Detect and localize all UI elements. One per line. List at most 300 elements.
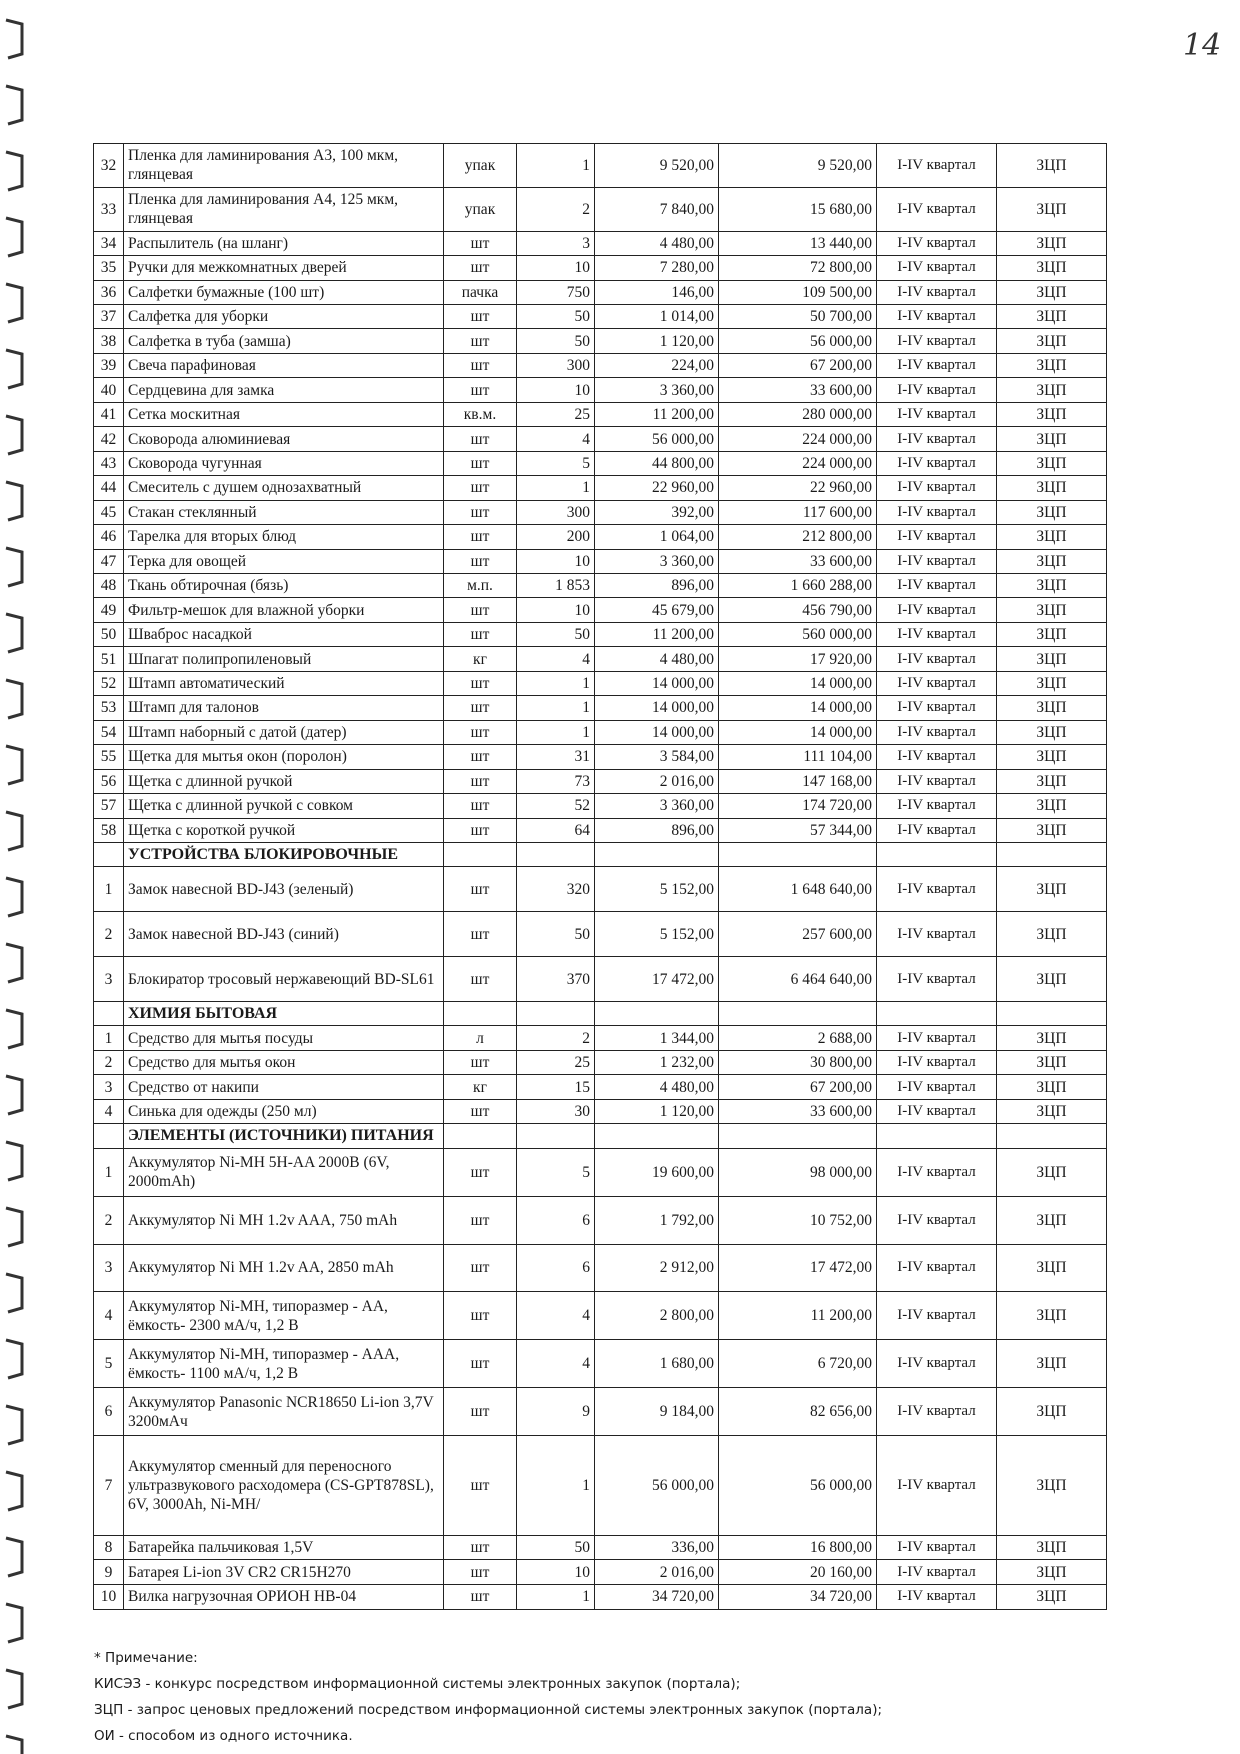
method-cell: ЗЦП: [997, 622, 1107, 646]
quantity-cell: 10: [517, 256, 595, 280]
binding-hole-mark: [6, 218, 22, 256]
period-cell: I-IV квартал: [877, 1244, 997, 1292]
binding-hole-mark: [6, 20, 22, 58]
row-number: 36: [94, 280, 124, 304]
quantity-cell: 300: [517, 500, 595, 524]
price-cell: 896,00: [595, 574, 719, 598]
empty-cell: [877, 842, 997, 866]
period-cell: I-IV квартал: [877, 402, 997, 426]
table-row: [94, 671, 1107, 695]
table-row: [94, 647, 1107, 671]
price-cell: 1 120,00: [595, 329, 719, 353]
row-number: 39: [94, 353, 124, 377]
row-number: 56: [94, 769, 124, 793]
method-cell: ЗЦП: [997, 549, 1107, 573]
period-cell: I-IV квартал: [877, 280, 997, 304]
empty-cell: [719, 1124, 877, 1148]
method-cell: ЗЦП: [997, 1436, 1107, 1536]
sum-cell: 13 440,00: [719, 231, 877, 255]
quantity-cell: 30: [517, 1099, 595, 1123]
method-cell: ЗЦП: [997, 1026, 1107, 1050]
quantity-cell: 6: [517, 1196, 595, 1244]
unit-cell: шт: [444, 1340, 517, 1388]
unit-cell: шт: [444, 305, 517, 329]
row-number: 4: [94, 1292, 124, 1340]
unit-cell: кг: [444, 1075, 517, 1099]
row-number: 54: [94, 720, 124, 744]
item-name: Аккумулятор Panasonic NCR18650 Li-ion 3,7V 3200мАч: [124, 1388, 444, 1436]
unit-cell: упак: [444, 144, 517, 188]
unit-cell: шт: [444, 912, 517, 957]
quantity-cell: 50: [517, 329, 595, 353]
row-number: 1: [94, 1026, 124, 1050]
binding-hole-mark: [6, 548, 22, 586]
price-cell: 1 064,00: [595, 525, 719, 549]
item-name: Аккумулятор Ni-MH, типоразмер - АА, ёмкость- 2300 мА/ч, 1,2 В: [124, 1292, 444, 1340]
period-cell: I-IV квартал: [877, 912, 997, 957]
items-table-body: [94, 144, 1107, 1610]
unit-cell: шт: [444, 818, 517, 842]
quantity-cell: 15: [517, 1075, 595, 1099]
empty-cell: [595, 1001, 719, 1025]
row-number: 49: [94, 598, 124, 622]
section-number-cell: [94, 1001, 124, 1025]
period-cell: I-IV квартал: [877, 769, 997, 793]
quantity-cell: 73: [517, 769, 595, 793]
row-number: 2: [94, 1196, 124, 1244]
row-number: 9: [94, 1560, 124, 1584]
price-cell: 3 584,00: [595, 745, 719, 769]
row-number: 2: [94, 912, 124, 957]
quantity-cell: 2: [517, 1026, 595, 1050]
note-line: КИСЭЗ - конкурс посредством информационной системы электронных закупок (портала);: [94, 1676, 741, 1692]
sum-cell: 34 720,00: [719, 1584, 877, 1609]
table-row: [94, 1292, 1107, 1340]
table-row: [94, 305, 1107, 329]
method-cell: ЗЦП: [997, 1196, 1107, 1244]
quantity-cell: 50: [517, 622, 595, 646]
unit-cell: шт: [444, 622, 517, 646]
price-cell: 2 800,00: [595, 1292, 719, 1340]
row-number: 37: [94, 305, 124, 329]
unit-cell: м.п.: [444, 574, 517, 598]
item-name: Свеча парафиновая: [124, 353, 444, 377]
unit-cell: шт: [444, 525, 517, 549]
period-cell: I-IV квартал: [877, 622, 997, 646]
method-cell: ЗЦП: [997, 1075, 1107, 1099]
method-cell: ЗЦП: [997, 818, 1107, 842]
table-row: [94, 525, 1107, 549]
method-cell: ЗЦП: [997, 353, 1107, 377]
item-name: Терка для овощей: [124, 549, 444, 573]
row-number: 48: [94, 574, 124, 598]
method-cell: ЗЦП: [997, 402, 1107, 426]
section-header-row: [94, 1001, 1107, 1025]
method-cell: ЗЦП: [997, 1584, 1107, 1609]
period-cell: I-IV квартал: [877, 525, 997, 549]
binding-hole-mark: [6, 1538, 22, 1576]
item-name: Сковорода чугунная: [124, 451, 444, 475]
sum-cell: 224 000,00: [719, 451, 877, 475]
item-name: Ткань обтирочная (бязь): [124, 574, 444, 598]
binding-hole-mark: [6, 944, 22, 982]
unit-cell: шт: [444, 378, 517, 402]
period-cell: I-IV квартал: [877, 1148, 997, 1196]
table-row: [94, 1536, 1107, 1560]
price-cell: 1 232,00: [595, 1050, 719, 1074]
price-cell: 4 480,00: [595, 231, 719, 255]
table-row: [94, 187, 1107, 231]
quantity-cell: 52: [517, 794, 595, 818]
period-cell: I-IV квартал: [877, 720, 997, 744]
period-cell: I-IV квартал: [877, 1026, 997, 1050]
price-cell: 14 000,00: [595, 696, 719, 720]
price-cell: 3 360,00: [595, 794, 719, 818]
period-cell: I-IV квартал: [877, 647, 997, 671]
item-name: Аккумулятор сменный для переносного ультразвукового расходомера (CS-GPT878SL), 6V, 3000Ah, Ni-MH/: [124, 1436, 444, 1536]
quantity-cell: 3: [517, 231, 595, 255]
table-row: [94, 574, 1107, 598]
table-row: [94, 769, 1107, 793]
method-cell: ЗЦП: [997, 329, 1107, 353]
period-cell: I-IV квартал: [877, 1436, 997, 1536]
period-cell: I-IV квартал: [877, 1536, 997, 1560]
item-name: Щетка с длинной ручкой с совком: [124, 794, 444, 818]
method-cell: ЗЦП: [997, 1292, 1107, 1340]
unit-cell: кг: [444, 647, 517, 671]
price-cell: 5 152,00: [595, 912, 719, 957]
binding-hole-mark: [6, 1208, 22, 1246]
method-cell: ЗЦП: [997, 280, 1107, 304]
sum-cell: 1 648 640,00: [719, 867, 877, 912]
item-name: Замок навесной BD-J43 (синий): [124, 912, 444, 957]
price-cell: 1 120,00: [595, 1099, 719, 1123]
item-name: Смеситель с душем однозахватный: [124, 476, 444, 500]
quantity-cell: 1: [517, 1436, 595, 1536]
empty-cell: [997, 1001, 1107, 1025]
method-cell: ЗЦП: [997, 1099, 1107, 1123]
row-number: 33: [94, 187, 124, 231]
period-cell: I-IV квартал: [877, 353, 997, 377]
item-name: Штамп автоматический: [124, 671, 444, 695]
table-row: [94, 622, 1107, 646]
binding-hole-mark: [6, 152, 22, 190]
sum-cell: 82 656,00: [719, 1388, 877, 1436]
note-line: ОИ - способом из одного источника.: [94, 1728, 353, 1744]
method-cell: ЗЦП: [997, 1388, 1107, 1436]
row-number: 57: [94, 794, 124, 818]
item-name: Шпагат полипропиленовый: [124, 647, 444, 671]
period-cell: I-IV квартал: [877, 1340, 997, 1388]
item-name: Вилка нагрузочная ОРИОН НВ-04: [124, 1584, 444, 1609]
sum-cell: 9 520,00: [719, 144, 877, 188]
table-row: [94, 427, 1107, 451]
quantity-cell: 64: [517, 818, 595, 842]
period-cell: I-IV квартал: [877, 1560, 997, 1584]
price-cell: 11 200,00: [595, 402, 719, 426]
table-row: [94, 696, 1107, 720]
table-row: [94, 957, 1107, 1002]
unit-cell: шт: [444, 867, 517, 912]
table-row: [94, 1244, 1107, 1292]
unit-cell: шт: [444, 1536, 517, 1560]
item-name: Стакан стеклянный: [124, 500, 444, 524]
row-number: 55: [94, 745, 124, 769]
method-cell: ЗЦП: [997, 867, 1107, 912]
table-row: [94, 1099, 1107, 1123]
table-row: [94, 476, 1107, 500]
binding-hole-mark: [6, 614, 22, 652]
row-number: 5: [94, 1340, 124, 1388]
price-cell: 34 720,00: [595, 1584, 719, 1609]
quantity-cell: 4: [517, 427, 595, 451]
sum-cell: 14 000,00: [719, 720, 877, 744]
method-cell: ЗЦП: [997, 745, 1107, 769]
quantity-cell: 6: [517, 1244, 595, 1292]
binding-hole-mark: [6, 86, 22, 124]
item-name: Пленка для ламинирования А3, 100 мкм, глянцевая: [124, 144, 444, 188]
period-cell: I-IV квартал: [877, 427, 997, 451]
price-cell: 9 520,00: [595, 144, 719, 188]
quantity-cell: 9: [517, 1388, 595, 1436]
table-row: [94, 818, 1107, 842]
price-cell: 22 960,00: [595, 476, 719, 500]
empty-cell: [877, 1001, 997, 1025]
period-cell: I-IV квартал: [877, 1388, 997, 1436]
unit-cell: шт: [444, 1388, 517, 1436]
method-cell: ЗЦП: [997, 1050, 1107, 1074]
row-number: 42: [94, 427, 124, 451]
sum-cell: 50 700,00: [719, 305, 877, 329]
binding-hole-mark: [6, 1604, 22, 1642]
method-cell: ЗЦП: [997, 720, 1107, 744]
price-cell: 4 480,00: [595, 647, 719, 671]
method-cell: ЗЦП: [997, 144, 1107, 188]
unit-cell: шт: [444, 427, 517, 451]
row-number: 38: [94, 329, 124, 353]
item-name: Сетка москитная: [124, 402, 444, 426]
empty-cell: [595, 1124, 719, 1148]
item-name: Средство для мытья посуды: [124, 1026, 444, 1050]
price-cell: 17 472,00: [595, 957, 719, 1002]
row-number: 52: [94, 671, 124, 695]
row-number: 41: [94, 402, 124, 426]
row-number: 34: [94, 231, 124, 255]
row-number: 4: [94, 1099, 124, 1123]
price-cell: 392,00: [595, 500, 719, 524]
price-cell: 1 680,00: [595, 1340, 719, 1388]
unit-cell: шт: [444, 598, 517, 622]
row-number: 45: [94, 500, 124, 524]
sum-cell: 98 000,00: [719, 1148, 877, 1196]
sum-cell: 33 600,00: [719, 378, 877, 402]
empty-cell: [595, 842, 719, 866]
item-name: Аккумулятор Ni-MH 5H-AA 2000B (6V, 2000mAh): [124, 1148, 444, 1196]
quantity-cell: 25: [517, 402, 595, 426]
period-cell: I-IV квартал: [877, 818, 997, 842]
method-cell: ЗЦП: [997, 305, 1107, 329]
period-cell: I-IV квартал: [877, 549, 997, 573]
quantity-cell: 4: [517, 1340, 595, 1388]
binding-hole-mark: [6, 1076, 22, 1114]
binding-hole-mark: [6, 416, 22, 454]
empty-cell: [997, 842, 1107, 866]
item-name: Аккумулятор Ni-MH, типоразмер - ААА, ёмкость- 1100 мА/ч, 1,2 В: [124, 1340, 444, 1388]
quantity-cell: 50: [517, 305, 595, 329]
section-number-cell: [94, 842, 124, 866]
item-name: Сковорода алюминиевая: [124, 427, 444, 451]
period-cell: I-IV квартал: [877, 745, 997, 769]
row-number: 3: [94, 1244, 124, 1292]
unit-cell: шт: [444, 1099, 517, 1123]
item-name: Тарелка для вторых блюд: [124, 525, 444, 549]
sum-cell: 212 800,00: [719, 525, 877, 549]
price-cell: 56 000,00: [595, 427, 719, 451]
unit-cell: шт: [444, 476, 517, 500]
table-row: [94, 794, 1107, 818]
quantity-cell: 25: [517, 1050, 595, 1074]
period-cell: I-IV квартал: [877, 696, 997, 720]
unit-cell: шт: [444, 1244, 517, 1292]
quantity-cell: 200: [517, 525, 595, 549]
price-cell: 1 344,00: [595, 1026, 719, 1050]
quantity-cell: 4: [517, 647, 595, 671]
price-cell: 2 912,00: [595, 1244, 719, 1292]
price-cell: 7 840,00: [595, 187, 719, 231]
unit-cell: шт: [444, 720, 517, 744]
section-header-row: [94, 842, 1107, 866]
table-row: [94, 1436, 1107, 1536]
method-cell: ЗЦП: [997, 1560, 1107, 1584]
method-cell: ЗЦП: [997, 769, 1107, 793]
item-name: Пленка для ламинирования А4, 125 мкм, глянцевая: [124, 187, 444, 231]
price-cell: 146,00: [595, 280, 719, 304]
row-number: 1: [94, 867, 124, 912]
period-cell: I-IV квартал: [877, 144, 997, 188]
binding-hole-mark: [6, 482, 22, 520]
table-row: [94, 402, 1107, 426]
row-number: 47: [94, 549, 124, 573]
quantity-cell: 1: [517, 144, 595, 188]
quantity-cell: 10: [517, 1560, 595, 1584]
period-cell: I-IV квартал: [877, 671, 997, 695]
unit-cell: шт: [444, 957, 517, 1002]
row-number: 35: [94, 256, 124, 280]
price-cell: 3 360,00: [595, 378, 719, 402]
unit-cell: шт: [444, 1148, 517, 1196]
quantity-cell: 50: [517, 912, 595, 957]
sum-cell: 14 000,00: [719, 696, 877, 720]
row-number: 44: [94, 476, 124, 500]
section-number-cell: [94, 1124, 124, 1148]
sum-cell: 280 000,00: [719, 402, 877, 426]
row-number: 46: [94, 525, 124, 549]
sum-cell: 11 200,00: [719, 1292, 877, 1340]
item-name: Штамп для талонов: [124, 696, 444, 720]
unit-cell: пачка: [444, 280, 517, 304]
method-cell: ЗЦП: [997, 912, 1107, 957]
table-row: [94, 1560, 1107, 1584]
sum-cell: 56 000,00: [719, 329, 877, 353]
price-cell: 7 280,00: [595, 256, 719, 280]
binding-hole-mark: [6, 1736, 22, 1754]
unit-cell: шт: [444, 353, 517, 377]
sum-cell: 72 800,00: [719, 256, 877, 280]
item-name: Средство для мытья окон: [124, 1050, 444, 1074]
price-cell: 11 200,00: [595, 622, 719, 646]
row-number: 32: [94, 144, 124, 188]
binding-hole-mark: [6, 1670, 22, 1708]
table-row: [94, 500, 1107, 524]
quantity-cell: 1: [517, 1584, 595, 1609]
binding-hole-mark: [6, 1010, 22, 1048]
sum-cell: 109 500,00: [719, 280, 877, 304]
method-cell: ЗЦП: [997, 451, 1107, 475]
binding-hole-mark: [6, 1142, 22, 1180]
row-number: 7: [94, 1436, 124, 1536]
table-row: [94, 598, 1107, 622]
method-cell: ЗЦП: [997, 378, 1107, 402]
quantity-cell: 5: [517, 1148, 595, 1196]
empty-cell: [997, 1124, 1107, 1148]
unit-cell: шт: [444, 1050, 517, 1074]
quantity-cell: 1: [517, 696, 595, 720]
table-row: [94, 912, 1107, 957]
items-table: [93, 143, 1107, 1610]
sum-cell: 56 000,00: [719, 1436, 877, 1536]
row-number: 53: [94, 696, 124, 720]
item-name: Сердцевина для замка: [124, 378, 444, 402]
method-cell: ЗЦП: [997, 1340, 1107, 1388]
unit-cell: шт: [444, 329, 517, 353]
method-cell: ЗЦП: [997, 500, 1107, 524]
unit-cell: шт: [444, 1196, 517, 1244]
quantity-cell: 1 853: [517, 574, 595, 598]
item-name: Аккумулятор Ni MH 1.2v AAA, 750 mAh: [124, 1196, 444, 1244]
page-number: 14: [1183, 28, 1222, 63]
quantity-cell: 10: [517, 378, 595, 402]
item-name: Щетка для мытья окон (поролон): [124, 745, 444, 769]
quantity-cell: 2: [517, 187, 595, 231]
period-cell: I-IV квартал: [877, 231, 997, 255]
table-row: [94, 329, 1107, 353]
table-row: [94, 1388, 1107, 1436]
price-cell: 4 480,00: [595, 1075, 719, 1099]
sum-cell: 17 920,00: [719, 647, 877, 671]
row-number: 6: [94, 1388, 124, 1436]
quantity-cell: 5: [517, 451, 595, 475]
period-cell: I-IV квартал: [877, 329, 997, 353]
item-name: Щетка с короткой ручкой: [124, 818, 444, 842]
price-cell: 1 792,00: [595, 1196, 719, 1244]
period-cell: I-IV квартал: [877, 574, 997, 598]
table-row: [94, 144, 1107, 188]
unit-cell: шт: [444, 769, 517, 793]
item-name: Фильтр-мешок для влажной уборки: [124, 598, 444, 622]
row-number: 3: [94, 957, 124, 1002]
table-row: [94, 451, 1107, 475]
row-number: 8: [94, 1536, 124, 1560]
sum-cell: 17 472,00: [719, 1244, 877, 1292]
sum-cell: 2 688,00: [719, 1026, 877, 1050]
quantity-cell: 50: [517, 1536, 595, 1560]
sum-cell: 57 344,00: [719, 818, 877, 842]
quantity-cell: 370: [517, 957, 595, 1002]
unit-cell: шт: [444, 231, 517, 255]
method-cell: ЗЦП: [997, 1536, 1107, 1560]
method-cell: ЗЦП: [997, 647, 1107, 671]
price-cell: 14 000,00: [595, 720, 719, 744]
